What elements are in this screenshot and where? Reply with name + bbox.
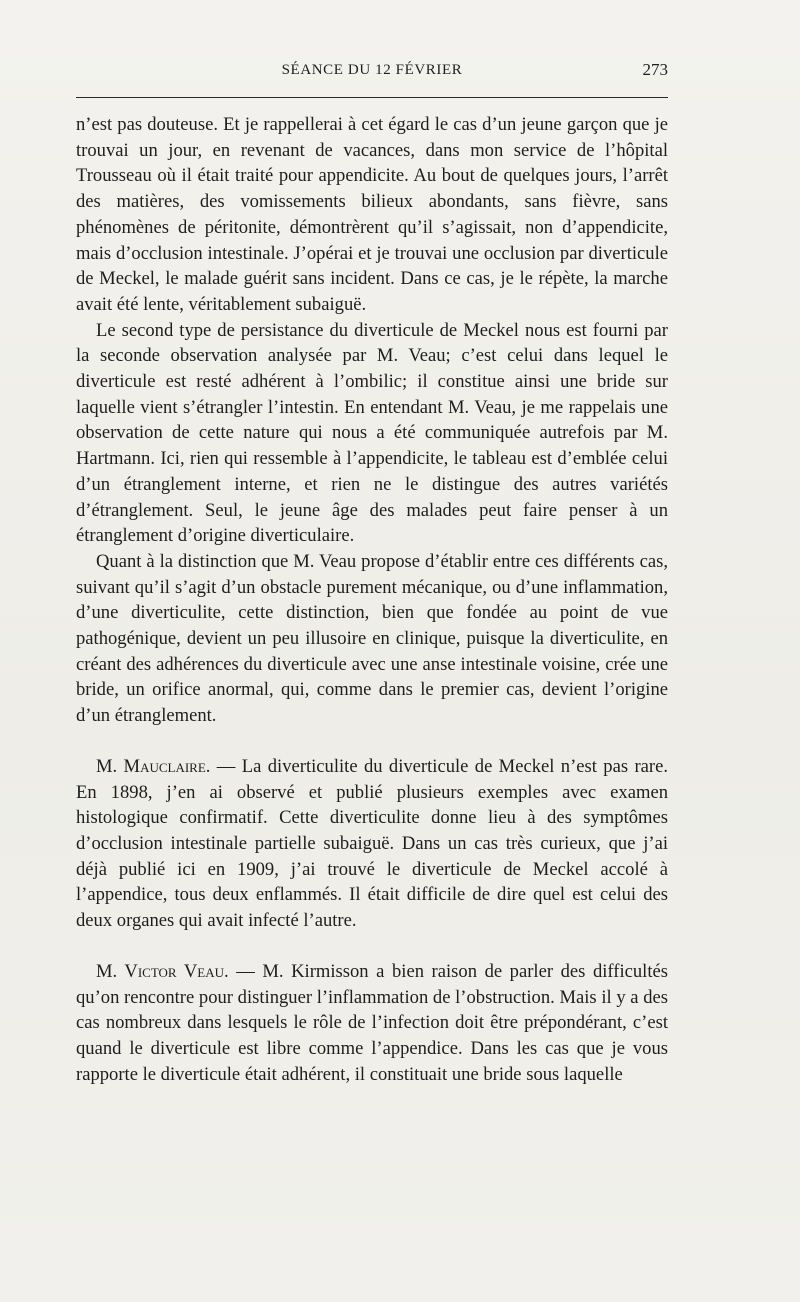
- body-text: [76, 112, 668, 1087]
- paragraph-text: Quant à la distinction que M. Veau propose d’établir entre ces différents cas, suivant qu’il s’agit d’un obstacle purement mécanique, ou d’une inflammation, d’une diverticulite, cette distinction, bien que fondée au point de vue pathogénique, devient un peu illusoire en clinique, puisque la diverticulite, en créant des adhérences du diverticule avec une anse intestinale voisine, crée une bride, un orifice anormal, qui, comme dans le premier cas, devient l’origine d’un étranglement.: [76, 550, 668, 727]
- paragraph-text: Le second type de persistance du diverticule de Meckel nous est fourni par la seconde observation analysée par M. Veau; c’est celui dans lequel le diverticule est resté adhérent à l’ombilic; il constitue ainsi une bride sur laquelle vient s’étrangler l’intestin. En entendant M. Veau, je me rappelais une observation de cette nature qui nous a été communiquée autrefois par M. Hartmann. Ici, rien qui ressemble à l’appendicite, le tableau est d’emblée celui d’un étranglement interne, et rien ne le distingue des autres variétés d’étranglement. Seul, le jeune âge des malades peut faire penser à un étranglement d’origine diverticulaire.: [76, 319, 668, 547]
- running-title: SÉANCE DU 12 FÉVRIER: [281, 62, 463, 78]
- paragraph-second-type: [76, 318, 668, 549]
- speaker-name: M. Mauclaire. —: [96, 755, 236, 777]
- paragraph-mauclaire: [76, 754, 668, 934]
- paragraph-distinction: [76, 549, 668, 729]
- paragraph-continuation: [76, 112, 668, 318]
- paragraph-veau: [76, 959, 668, 1088]
- page-number: 273: [642, 60, 668, 79]
- paragraph-text: n’est pas douteuse. Et je rappellerai à cet égard le cas d’un jeune garçon que je trouvai un jour, en revenant de vacances, dans mon service de l’hôpital Trousseau où il était traité pour appendicite. Au bout de quelques jours, l’arrêt des matières, des vomissements bilieux abondants, sans fièvre, sans phénomènes de péritonite, démontrèrent qu’il s’agissait, non d’appendicite, mais d’occlusion intestinale. J’opérai et je trouvai une occlusion par diverticule de Meckel, le malade guérit sans incident. Dans ce cas, je le répète, la marche avait été lente, véritablement subaiguë.: [76, 114, 668, 315]
- paragraph-text: M. Kirmisson a bien raison de parler des difficultés qu’on rencontre pour distinguer l’inflammation de l’obstruction. Mais il y a des cas nombreux dans lesquels le rôle de l’infection doit être prépondérant, c’est quand le diverticule est libre comme l’appendice. Dans les cas que je vous rapporte le diverticule était adhérent, il constituait une bride sous laquelle: [76, 960, 668, 1085]
- paragraph-text: La diverticulite du diverticule de Meckel n’est pas rare. En 1898, j’en ai observé et publié plusieurs exemples avec examen histologique confirmatif. Cette diverticulite donne lieu à des symptômes d’occlusion intestinale partielle subaiguë. Dans un cas très curieux, que j’ai déjà publié ici en 1909, j’ai trouvé le diverticule de Meckel accolé à l’appendice, tous deux enflammés. Il était difficile de dire quel est celui des deux organes qui avait infecté l’autre.: [76, 755, 668, 932]
- header-rule: [76, 97, 668, 98]
- speaker-name: M. Victor Veau. —: [96, 960, 255, 982]
- page-header: [76, 54, 668, 84]
